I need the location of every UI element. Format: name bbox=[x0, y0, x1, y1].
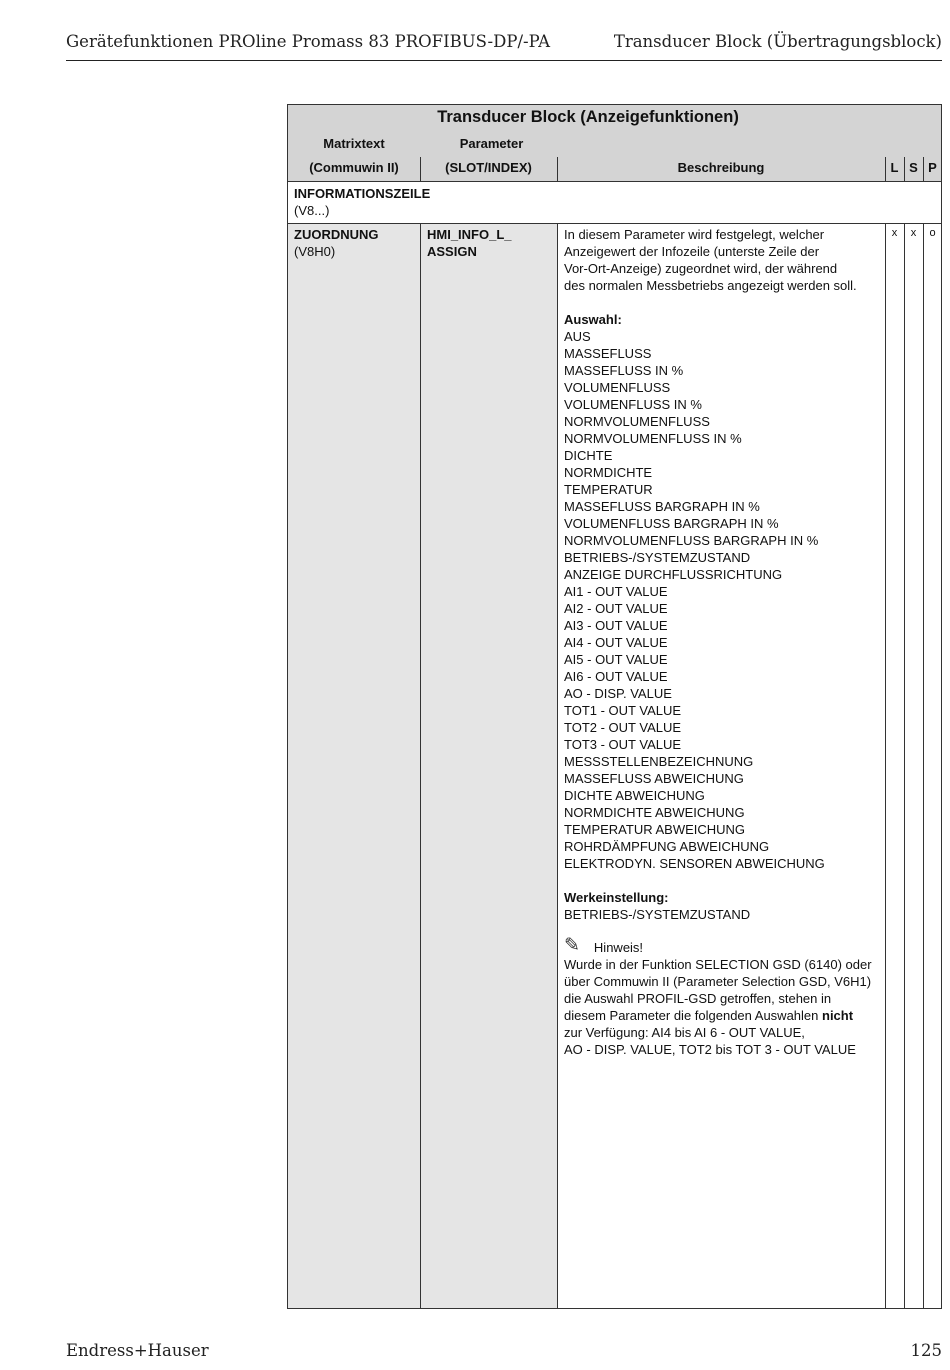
intro-line: Vor-Ort-Anzeige) zugeordnet wird, der während bbox=[564, 261, 838, 276]
selection-option: VOLUMENFLUSS bbox=[564, 380, 671, 395]
table-title: Transducer Block (Anzeigefunktionen) bbox=[437, 108, 739, 126]
selection-option: DICHTE bbox=[564, 448, 613, 463]
selection-option: TEMPERATUR bbox=[564, 482, 653, 497]
selection-options-list bbox=[564, 328, 886, 872]
selection-option: NORMVOLUMENFLUSS BARGRAPH IN % bbox=[564, 533, 819, 548]
column-header-p: P bbox=[928, 160, 937, 175]
matrix-column-background bbox=[288, 224, 420, 1308]
column-header-l: L bbox=[890, 160, 899, 175]
selection-option: MASSEFLUSS bbox=[564, 346, 652, 361]
default-value: BETRIEBS-/SYSTEMZUSTAND bbox=[564, 907, 751, 922]
column-header-s: S bbox=[909, 160, 918, 175]
matrix-cell bbox=[294, 226, 379, 260]
selection-option: VOLUMENFLUSS IN % bbox=[564, 397, 702, 412]
pencil-note-icon: ✎ bbox=[564, 935, 580, 956]
selection-option: MASSEFLUSS BARGRAPH IN % bbox=[564, 499, 760, 514]
selection-label: Auswahl: bbox=[564, 312, 622, 327]
parameter-cell bbox=[427, 226, 512, 260]
selection-option: NORMVOLUMENFLUSS IN % bbox=[564, 431, 742, 446]
column-header-description: Beschreibung bbox=[677, 160, 765, 175]
row-top-rule bbox=[288, 223, 557, 224]
selection-option: MASSEFLUSS IN % bbox=[564, 363, 684, 378]
footer-page-number: 125 bbox=[910, 1341, 942, 1360]
selection-option: AI4 - OUT VALUE bbox=[564, 635, 668, 650]
column-header-parameter-line1: Parameter bbox=[459, 136, 524, 151]
column-header-matrix-line1: Matrixtext bbox=[323, 136, 385, 151]
intro-line: Anzeigewert der Infozeile (unterste Zeile der bbox=[564, 244, 820, 259]
flag-s: x bbox=[910, 227, 917, 239]
row-divider-s bbox=[904, 224, 905, 1308]
page-header bbox=[66, 30, 942, 61]
flag-l: x bbox=[891, 227, 898, 239]
spacer bbox=[564, 923, 886, 931]
note-line-text: diesem Parameter die folgenden Auswahlen bbox=[564, 1008, 822, 1023]
note-label: Hinweis! bbox=[593, 940, 644, 955]
header-divider-parameter bbox=[557, 157, 558, 182]
table-header bbox=[288, 105, 941, 182]
row-divider-p bbox=[923, 224, 924, 1308]
header-divider-l bbox=[885, 157, 886, 182]
selection-option: AI2 - OUT VALUE bbox=[564, 601, 668, 616]
selection-option: NORMDICHTE bbox=[564, 465, 653, 480]
intro-line: In diesem Parameter wird festgelegt, welcher bbox=[564, 227, 825, 242]
spacer bbox=[564, 294, 886, 311]
note-line: Wurde in der Funktion SELECTION GSD (6140) oder bbox=[564, 957, 872, 972]
selection-option: AI6 - OUT VALUE bbox=[564, 669, 668, 684]
note-line bbox=[564, 1007, 886, 1024]
note-line: zur Verfügung: AI4 bis AI 6 - OUT VALUE, bbox=[564, 1025, 805, 1040]
selection-option: AO - DISP. VALUE bbox=[564, 686, 672, 701]
selection-option: TOT3 - OUT VALUE bbox=[564, 737, 682, 752]
matrix-code: (V8H0) bbox=[294, 244, 336, 259]
footer-brand: Endress+Hauser bbox=[66, 1341, 209, 1360]
note-line: über Commuwin II (Parameter Selection GSD, V6H1) bbox=[564, 974, 872, 989]
selection-option: AI1 - OUT VALUE bbox=[564, 584, 668, 599]
column-header-parameter-line2: (SLOT/INDEX) bbox=[445, 160, 532, 175]
description-cell bbox=[564, 226, 886, 1058]
selection-option: DICHTE ABWEICHUNG bbox=[564, 788, 705, 803]
spacer bbox=[564, 872, 886, 889]
note-line: AO - DISP. VALUE, TOT2 bis TOT 3 - OUT VALUE bbox=[564, 1042, 856, 1057]
description-intro bbox=[564, 226, 886, 294]
intro-line: des normalen Messbetriebs angezeigt werden soll. bbox=[564, 278, 857, 293]
header-divider-matrix bbox=[420, 157, 421, 182]
flag-p: o bbox=[929, 227, 936, 239]
group-row bbox=[288, 182, 941, 224]
parameter-column-background bbox=[420, 224, 557, 1308]
column-header-matrix-line2: (Commuwin II) bbox=[309, 160, 399, 175]
header-right-title: Transducer Block (Übertragungsblock) bbox=[613, 32, 942, 51]
selection-option: ANZEIGE DURCHFLUSSRICHTUNG bbox=[564, 567, 783, 582]
group-name: INFORMATIONSZEILE bbox=[294, 186, 431, 201]
selection-option: TOT1 - OUT VALUE bbox=[564, 703, 682, 718]
selection-option: VOLUMENFLUSS BARGRAPH IN % bbox=[564, 516, 779, 531]
row-divider-matrix bbox=[420, 223, 421, 1308]
header-divider-p bbox=[923, 157, 924, 182]
selection-option: TEMPERATUR ABWEICHUNG bbox=[564, 822, 746, 837]
header-left-title: Gerätefunktionen PROline Promass 83 PROFIBUS-DP/-PA bbox=[66, 32, 551, 51]
parameter-name-line2: ASSIGN bbox=[427, 244, 477, 259]
selection-option: ELEKTRODYN. SENSOREN ABWEICHUNG bbox=[564, 856, 825, 871]
selection-option: AUS bbox=[564, 329, 591, 344]
note-emphasis: nicht bbox=[822, 1008, 854, 1023]
selection-option: ROHRDÄMPFUNG ABWEICHUNG bbox=[564, 839, 770, 854]
note-heading bbox=[564, 931, 886, 956]
parameter-name-line1: HMI_INFO_L_ bbox=[427, 227, 512, 242]
matrix-name: ZUORDNUNG bbox=[294, 227, 379, 242]
selection-option: BETRIEBS-/SYSTEMZUSTAND bbox=[564, 550, 751, 565]
selection-option: NORMDICHTE ABWEICHUNG bbox=[564, 805, 745, 820]
group-code: (V8...) bbox=[294, 203, 330, 218]
selection-option: NORMVOLUMENFLUSS bbox=[564, 414, 710, 429]
row-divider-parameter bbox=[557, 223, 558, 1308]
note-line: die Auswahl PROFIL-GSD getroffen, stehen in bbox=[564, 991, 832, 1006]
group-cell bbox=[294, 185, 430, 219]
selection-option: TOT2 - OUT VALUE bbox=[564, 720, 682, 735]
selection-option: MASSEFLUSS ABWEICHUNG bbox=[564, 771, 744, 786]
selection-option: AI5 - OUT VALUE bbox=[564, 652, 668, 667]
default-label: Werkeinstellung: bbox=[564, 890, 669, 905]
header-divider-s bbox=[904, 157, 905, 182]
selection-option: MESSSTELLENBEZEICHNUNG bbox=[564, 754, 754, 769]
transducer-block-table bbox=[287, 104, 942, 1309]
selection-option: AI3 - OUT VALUE bbox=[564, 618, 668, 633]
